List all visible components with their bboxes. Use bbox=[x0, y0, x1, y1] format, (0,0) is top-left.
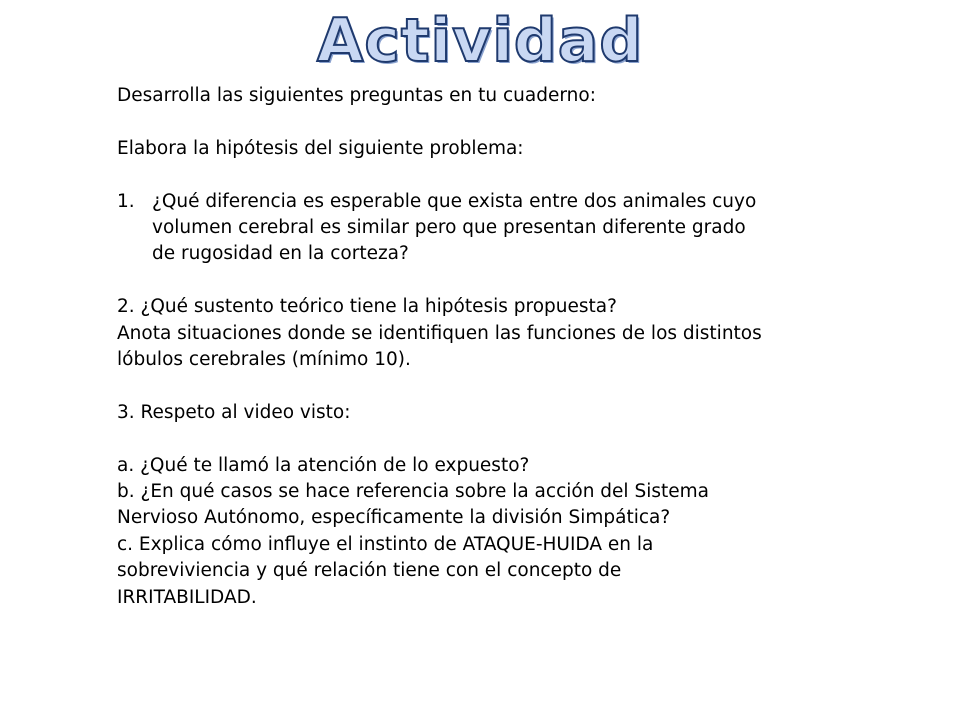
question-2: 2. ¿Qué sustento teórico tiene la hipótesis propuesta? bbox=[117, 296, 617, 318]
question-3c-line: IRRITABILIDAD. bbox=[117, 586, 257, 608]
spacer bbox=[117, 268, 907, 294]
hypothesis-prompt: Elabora la hipótesis del siguiente problema: bbox=[117, 137, 524, 159]
question-3b-line: b. ¿En qué casos se hace referencia sobre la acción del Sistema bbox=[117, 481, 709, 503]
spacer bbox=[117, 109, 907, 135]
question-2-note-line: Anota situaciones donde se identifiquen las funciones de los distintos bbox=[117, 322, 762, 344]
question-1-line: ¿Qué diferencia es esperable que exista entre dos animales cuyo bbox=[152, 190, 757, 212]
question-1-line: de rugosidad en la corteza? bbox=[152, 243, 409, 265]
spacer bbox=[117, 426, 907, 452]
slide-title: Actividad bbox=[316, 6, 644, 76]
question-3a: a. ¿Qué te llamó la atención de lo expuesto? bbox=[117, 454, 530, 476]
question-3c-line: sobreviviencia y qué relación tiene con el concepto de bbox=[117, 560, 622, 582]
question-3b-line: Nervioso Autónomo, específicamente la división Simpática? bbox=[117, 507, 671, 529]
spacer bbox=[117, 373, 907, 399]
intro-text: Desarrolla las siguientes preguntas en tu cuaderno: bbox=[117, 85, 596, 106]
question-1-line: volumen cerebral es similar pero que presentan diferente grado bbox=[152, 217, 746, 238]
question-2-note-line: lóbulos cerebrales (mínimo 10). bbox=[117, 349, 411, 371]
slide-body bbox=[117, 83, 907, 611]
question-1-number: 1. bbox=[117, 190, 135, 212]
question-1 bbox=[117, 189, 907, 268]
question-3: 3. Respeto al video visto: bbox=[117, 401, 351, 423]
question-3c-line: c. Explica cómo influye el instinto de ATAQUE-HUIDA en la bbox=[117, 533, 654, 555]
spacer bbox=[117, 162, 907, 188]
